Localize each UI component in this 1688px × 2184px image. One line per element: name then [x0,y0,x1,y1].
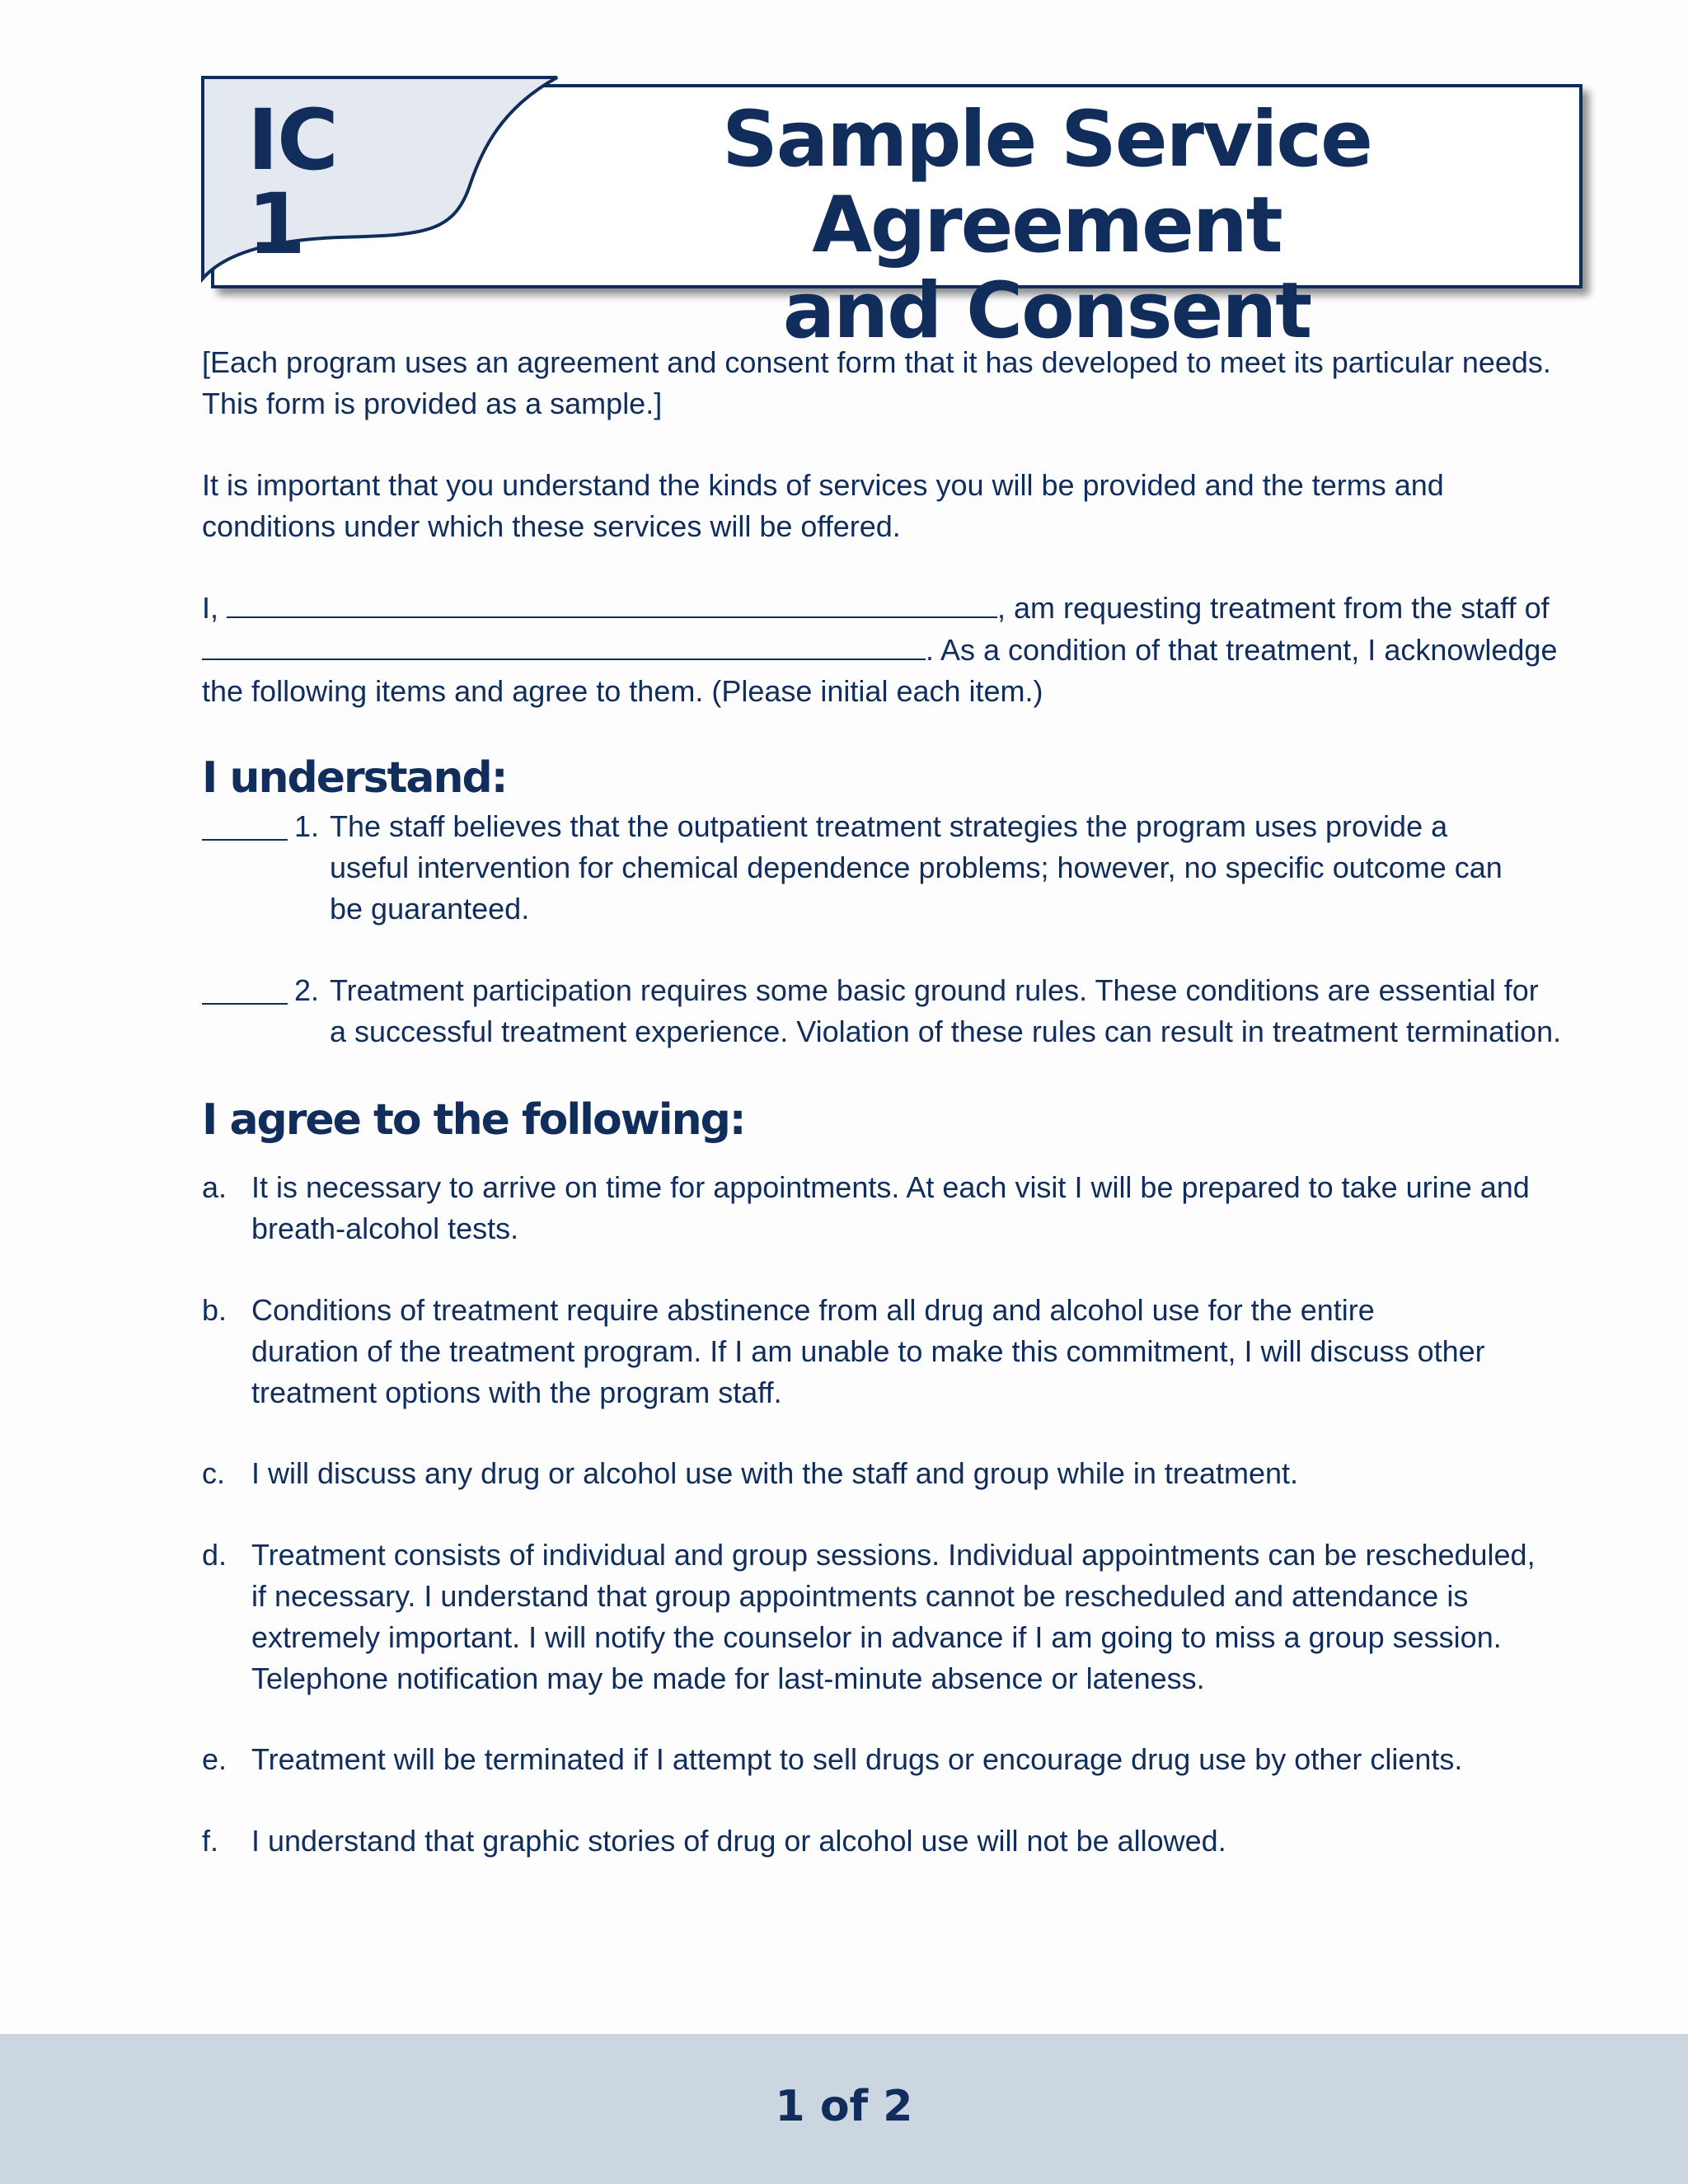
intro-note [202,342,1587,424]
initial-field[interactable] [202,970,288,1005]
item-text [251,1453,1603,1494]
item-letter: b. [202,1293,227,1327]
program-name-field[interactable] [202,629,926,660]
consent-line-2 [202,629,1587,671]
item-line: Treatment will be terminated if I attempt to sell drugs or encourage drug use by other clients. [251,1742,1463,1776]
item-letter: c. [202,1456,226,1490]
consent-statement [202,587,1587,712]
item-line: breath-alcohol tests. [251,1212,519,1245]
footer-band [0,2034,1688,2184]
item-text [330,970,1599,1052]
item-letter: f. [202,1824,219,1858]
client-name-field[interactable] [227,587,997,618]
document-code: IC 1 [247,91,337,274]
page-title [528,97,1566,354]
item-line: duration of the treatment program. If I am unable to make this commitment, I will discuss other [251,1334,1485,1368]
initial-field[interactable] [202,806,288,841]
item-number: 2. [294,973,320,1007]
item-line: Treatment consists of individual and group sessions. Individual appointments can be rescheduled, [251,1538,1536,1572]
intro-note-line: [Each program uses an agreement and consent form that it has developed to meet its particular needs. [202,345,1551,379]
item-line: Treatment participation requires some basic ground rules. These conditions are essential for [330,973,1539,1007]
understand-heading: I understand: [202,753,507,803]
important-paragraph [202,465,1587,547]
consent-after-program: . As a condition of that treatment, I acknowledge [926,633,1558,667]
consent-line-3: the following items and agree to them. (Please initial each item.) [202,674,1043,708]
item-text [251,1821,1603,1862]
item-letter: a. [202,1170,227,1204]
item-line: Conditions of treatment require abstinence from all drug and alcohol use for the entire [251,1293,1375,1327]
item-line: useful intervention for chemical dependence problems; however, no specific outcome can [330,851,1503,884]
item-text [251,1739,1603,1780]
item-line: I will discuss any drug or alcohol use with the staff and group while in treatment. [251,1456,1299,1490]
intro-note-line: This form is provided as a sample.] [202,387,663,420]
item-letter: d. [202,1538,227,1572]
item-line: treatment options with the program staff. [251,1376,782,1409]
item-number: 1. [294,809,320,843]
item-text [251,1535,1603,1699]
consent-line-1 [202,587,1587,629]
item-text [251,1167,1603,1249]
item-line: a successful treatment experience. Violation of these rules can result in treatment termination. [330,1015,1562,1048]
item-letter: e. [202,1742,227,1776]
item-line: Telephone notification may be made for last-minute absence or lateness. [251,1661,1205,1695]
agree-heading: I agree to the following: [202,1095,745,1145]
item-line: It is necessary to arrive on time for appointments. At each visit I will be prepared to take urine and [251,1170,1530,1204]
item-line: if necessary. I understand that group appointments cannot be rescheduled and attendance is [251,1579,1469,1613]
consent-prefix: I, [202,591,219,625]
paragraph-line: It is important that you understand the kinds of services you will be provided and the terms and [202,468,1444,502]
paragraph-line: conditions under which these services will be offered. [202,509,901,543]
consent-after-name: , am requesting treatment from the staff of [997,591,1550,625]
item-line: extremely important. I will notify the counselor in advance if I am going to miss a group session. [251,1620,1502,1654]
item-line: I understand that graphic stories of drug or alcohol use will not be allowed. [251,1824,1226,1858]
item-line: The staff believes that the outpatient treatment strategies the program uses provide a [330,809,1448,843]
item-line: be guaranteed. [330,892,530,926]
item-text [251,1290,1603,1413]
title-line-2: and Consent [782,266,1311,356]
page-number: 1 of 2 [775,2082,913,2131]
item-text [330,806,1599,930]
title-line-1: Sample Service Agreement [722,95,1372,270]
